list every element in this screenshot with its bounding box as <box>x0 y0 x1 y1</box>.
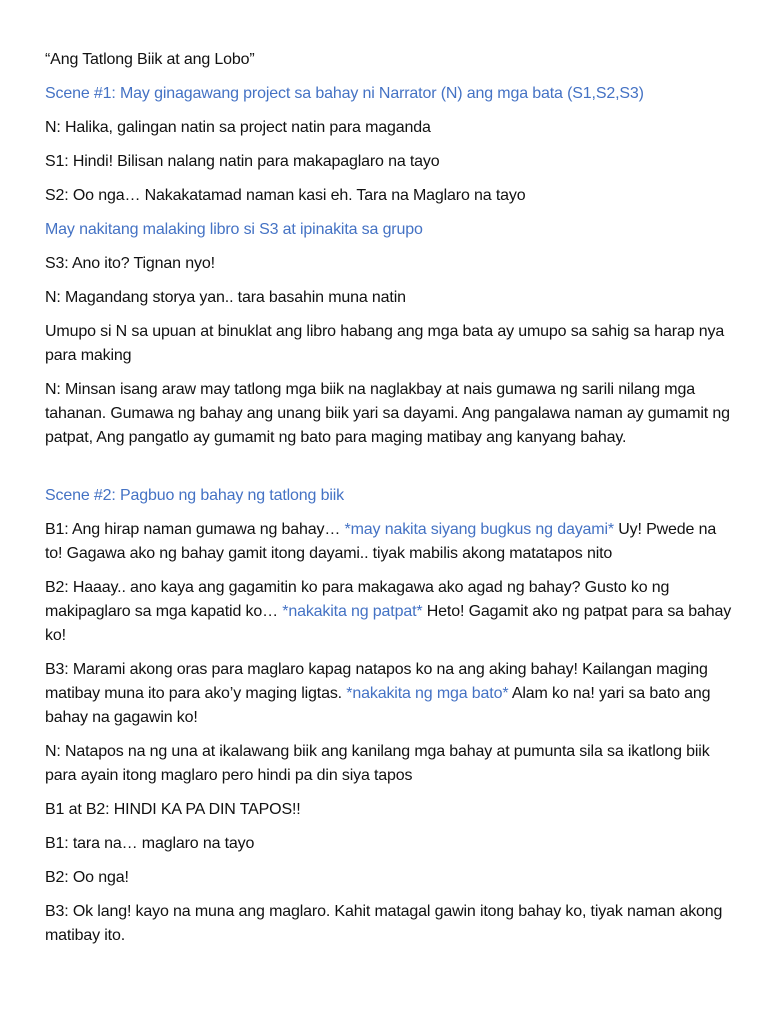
dialogue-text: B2: Haaay.. ano kaya ang gagamitin ko para makagawa ako agad ng bahay? Gusto ko ng makipaglaro sa mga kapatid ko… <box>45 579 670 620</box>
paragraph <box>45 658 735 730</box>
stage-direction: May nakitang malaking libro si S3 at ipinakita sa grupo <box>45 221 423 238</box>
dialogue-text: Heto! Gagamit ako ng patpat para sa bahay ko! <box>45 603 732 644</box>
paragraph: N: Magandang storya yan.. tara basahin muna natin <box>45 289 406 306</box>
paragraph: N: Minsan isang araw may tatlong mga biik na naglakbay at nais gumawa ng sarili nilang mga tahanan. Gumawa ng bahay ang unang biik yari sa dayami. Ang pangalawa naman ay gumamit ng patpat, Ang pangatlo ay gumamit ng bato para maging matibay ang kanyang bahay. <box>45 381 730 446</box>
dialogue-text: B3: Marami akong oras para maglaro kapag natapos ko na ang aking bahay! Kailangan maging matibay muna ito para ako’y maging ligtas. <box>45 661 708 702</box>
paragraph: Umupo si N sa upuan at binuklat ang libro habang ang mga bata ay umupo sa sahig sa harap nya para making <box>45 323 725 364</box>
document-body <box>45 48 735 958</box>
inline-stage-direction: *may nakita siyang bugkus ng dayami* <box>344 521 614 538</box>
inline-stage-direction: *nakakita ng mga bato* <box>346 685 509 702</box>
paragraph: B3: Ok lang! kayo na muna ang maglaro. Kahit matagal gawin itong bahay ko, tiyak naman akong matibay ito. <box>45 903 723 944</box>
paragraph: S2: Oo nga… Nakakatamad naman kasi eh. Tara na Maglaro na tayo <box>45 187 526 204</box>
inline-stage-direction: *nakakita ng patpat* <box>282 603 423 620</box>
paragraph: B1: tara na… maglaro na tayo <box>45 835 255 852</box>
dialogue-text: Alam ko na! yari sa bato ang bahay na gagawin ko! <box>45 685 711 726</box>
document-title: “Ang Tatlong Biik at ang Lobo” <box>45 51 255 68</box>
blank-line <box>45 460 735 484</box>
paragraph <box>45 518 735 566</box>
scene-1-heading: Scene #1: May ginagawang project sa bahay ni Narrator (N) ang mga bata (S1,S2,S3) <box>45 85 644 102</box>
dialogue-text: Uy! Pwede na to! Gagawa ako ng bahay gamit itong dayami.. tiyak mabilis akong matatapos nito <box>45 521 717 562</box>
paragraph <box>45 576 735 648</box>
paragraph: S1: Hindi! Bilisan nalang natin para makapaglaro na tayo <box>45 153 440 170</box>
paragraph: B1 at B2: HINDI KA PA DIN TAPOS!! <box>45 801 301 818</box>
paragraph: N: Halika, galingan natin sa project natin para maganda <box>45 119 431 136</box>
scene-2-heading: Scene #2: Pagbuo ng bahay ng tatlong biik <box>45 487 344 504</box>
paragraph: B2: Oo nga! <box>45 869 129 886</box>
dialogue-text: B1: Ang hirap naman gumawa ng bahay… <box>45 521 345 538</box>
paragraph: S3: Ano ito? Tignan nyo! <box>45 255 215 272</box>
paragraph: N: Natapos na ng una at ikalawang biik ang kanilang mga bahay at pumunta sila sa ikatlong biik para ayain itong maglaro pero hindi pa din siya tapos <box>45 743 710 784</box>
